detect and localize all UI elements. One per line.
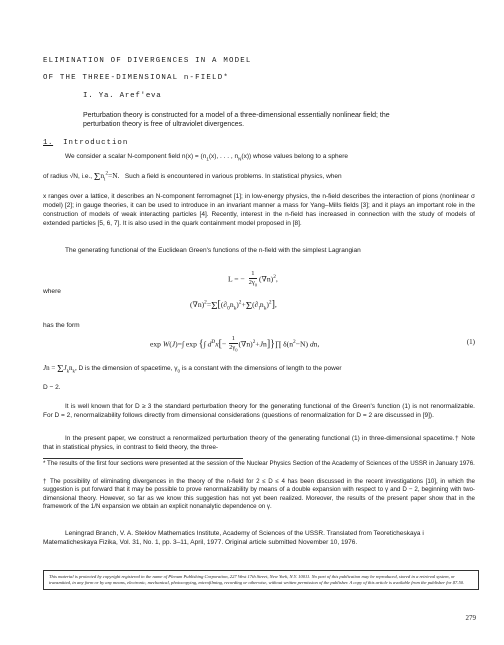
section-number: 1. [43, 139, 54, 147]
title-line-2: OF THE THREE-DIMENSIONAL n-FIELD* [43, 74, 229, 82]
abstract: Perturbation theory is constructed for a model of a three-dimensional essentially nonlinear field; the perturbation theory is free of ultraviolet divergences. [83, 112, 390, 129]
section-heading [43, 139, 128, 149]
paragraph-3-end: D − 2. [43, 384, 61, 391]
paragraph-2: The generating functional of the Euclidean Green's functions of the n-field with the simplest Lagrangian [65, 247, 361, 254]
sphere-constraint: $\Sigma n_i^2=N$. [93, 170, 120, 183]
paragraph-1-rest: x ranges over a lattice, it describes an N-component ferromagnet [1]; in low-energy physics, the n-field describes the interaction of pions (nonlinear σ model) [2]; in gauge theories, it can be used to introduce in an invariant manner a mass for Yang–Mills fields [3]; and it plays an important role in the construction of models of weak interacting particles [4]. Recently, interest in the n-field has increased in connection with the study of models of extended particles [5, 6, 7]. It is also used in the quark containment model proposed in [8]. [43, 193, 475, 227]
generating-functional-equation: exp W(J)=∫ exp {∫ $d^Dx[-$ $\frac{1}{2\gamma_0}$ $(\nabla n)^2+Jn]\}\prod$ $\delta(n^2-N)$ dn, [150, 335, 320, 353]
gradient-definition: $(\nabla n)^2=\Sigma[(\partial_0n_k)^2+\Sigma(\partial_ln_k)^2]$, [190, 299, 277, 312]
title-line-1: ELIMINATION OF DIVERGENCES IN A MODEL [43, 57, 252, 65]
paper-title [43, 53, 252, 87]
footnote-divider [43, 458, 243, 459]
has-form-label: has the form [43, 322, 80, 329]
affiliation: Leningrad Branch, V. A. Steklov Mathematics Institute, Academy of Sciences of the USSR. Translated from Teoreticheskaya i Matematicheskaya Fizika, Vol. 31, No. 1, pp. 3–11, April, 1977. Original article submitted November 10, 1976. [43, 530, 424, 546]
paragraph-5: In the present paper, we construct a renormalized perturbation theory of the generating functional (1) in three-dimensional spacetime.† Note that in statistical physics, in contrast to field theory, the three- [43, 435, 475, 451]
page-number: 279 [465, 614, 476, 622]
paragraph-3: $Jn = \Sigma J_kn_k$, D is the dimension of spacetime, $\gamma_0$ is a constant with the dimensions of length to the power [43, 363, 342, 375]
paragraph-1-line-1: We consider a scalar N-component field $n(x) = (n_1(x)$, . . . , $n_N(x)$) whose values belong to a sphere [65, 153, 349, 162]
paragraph-1-line-2: of radius √N, i.e., $\Sigma n_i^2=N$. Such a field is encountered in various problems. In statistical physics, when [43, 170, 342, 183]
section-title: Introduction [63, 139, 129, 147]
lagrangian-equation: L = − $\frac{1}{2\gamma_0}$ $(\nabla n)^2$, [228, 270, 278, 288]
footnote-1: * The results of the first four sections were presented at the session of the Nuclear Physics Section of the Academy of Sciences of the USSR in January 1976. [43, 460, 475, 467]
footnote-2: † The possibility of eliminating divergences in the theory of the n-field for 2 ≤ D ≤ 4 has been discussed in the recent investigations [10], in which the suggestion is put forward that it may be possible to prove renormalizability by means of a double expansion with respect to γ and D − 2, beginning with two-dimensional theory. However, so far as we know this suggestion has not yet been realized. Moreover, the results of the present paper show that in the framework of the 1/N expansion we obtain an explicit nonanalytic dependence on γ. [43, 478, 475, 511]
paragraph-4: It is well known that for D ≥ 3 the standard perturbation theory for the generating functional of the Green's function (1) is not renormalizable. For D = 2, renormalizability follows directly from dimensional considerations (questions of renormalization for D = 2 are discussed in [9]). [43, 403, 475, 419]
copyright-notice: This material is protected by copyright registered in the name of Plenum Publishing Corporation, 227 West 17th Street, New York, N.Y. 10011. No part of this publication may be reproduced, stored in a retrieval system, or transmitted, in any form or by any means, electronic, mechanical, photocopying, microfilming, recording or otherwise, without written permission of the publisher. A copy of this article is available from the publisher for $7.50. [43, 570, 479, 590]
author-name: I. Ya. Aref'eva [83, 92, 162, 100]
equation-number: (1) [466, 338, 475, 346]
source-term: $Jn = \Sigma J_kn_k$, [43, 363, 77, 375]
where-label: where [43, 288, 61, 295]
